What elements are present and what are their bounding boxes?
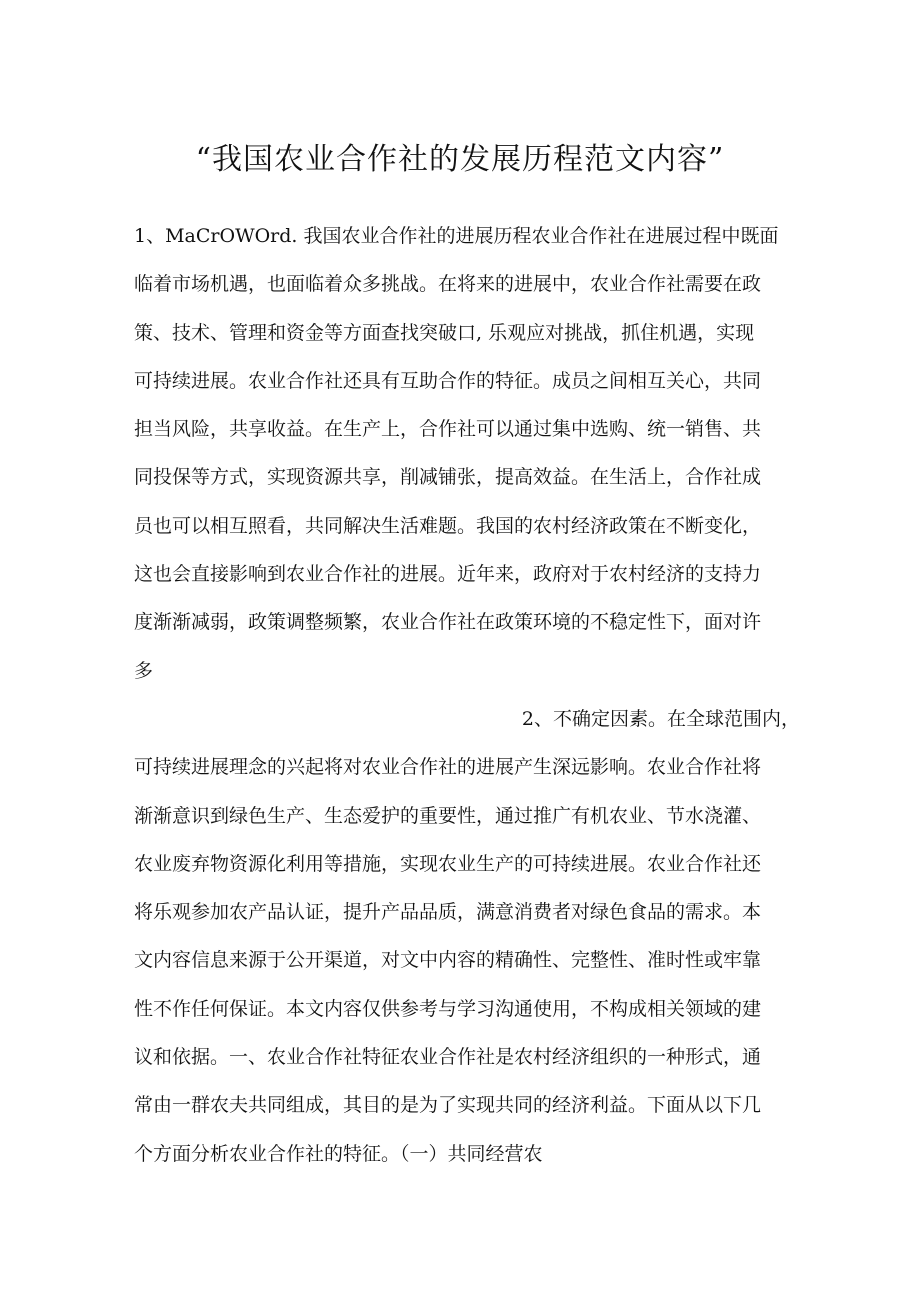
paragraph-line: 担当风险，共享收益。在生产上，合作社可以通过集中选购、统一销售、共 <box>134 418 762 441</box>
paragraph-line: 员也可以相互照看，共同解决生活难题。我国的农村经济政策在不断变化， <box>134 514 762 537</box>
paragraph-line: 渐渐意识到绿色生产、生态爱护的重要性，通过推广有机农业、节水浇灌、 <box>134 804 762 827</box>
paragraph-line: 多 <box>134 659 154 682</box>
paragraph-line: 议和依据。一、农业合作社特征农业合作社是农村经济组织的一种形式，通 <box>134 1046 762 1069</box>
paragraph-line: 农业废弃物资源化利用等措施，实现农业生产的可持续进展。农业合作社还 <box>134 852 762 875</box>
paragraph-line: 临着市场机遇，也面临着众多挑战。在将来的进展中，农业合作社需要在政 <box>134 273 762 296</box>
paragraph-line: 文内容信息来源于公开渠道，对文中内容的精确性、完整性、准时性或牢靠 <box>134 949 762 972</box>
paragraph-line: 个方面分析农业合作社的特征。（一）共同经营农 <box>134 1142 543 1165</box>
paragraph-line: 性不作任何保证。本文内容仅供参考与学习沟通使用，不构成相关领域的建 <box>134 997 762 1020</box>
paragraph-line: 这也会直接影响到农业合作社的进展。近年来，政府对于农村经济的支持力 <box>134 563 762 586</box>
paragraph-line: 将乐观参加农产品认证，提升产品品质，满意消费者对绿色食品的需求。本 <box>134 901 762 924</box>
paragraph-line: 同投保等方式，实现资源共享，削减铺张，提高效益。在生活上，合作社成 <box>134 466 762 489</box>
paragraph-line: 可持续进展理念的兴起将对农业合作社的进展产生深远影响。农业合作社将 <box>134 756 762 779</box>
paragraph-line: 1、MaCrOWOrd. 我国农业合作社的进展历程农业合作社在进展过程中既面 <box>134 225 779 247</box>
paragraph-line: 常由一群农夫共同组成，其目的是为了实现共同的经济利益。下面从以下几 <box>134 1094 762 1117</box>
paragraph-line: 策、技术、管理和资金等方面查找突破口, 乐观应对挑战，抓住机遇，实现 <box>134 321 755 344</box>
paragraph-line: 度渐渐减弱，政策调整频繁，农业合作社在政策环境的不稳定性下，面对许 <box>134 611 762 634</box>
document-title: “我国农业合作社的发展历程范文内容” <box>195 142 725 177</box>
paragraph-line: 可持续进展。农业合作社还具有互助合作的特征。成员之间相互关心，共同 <box>134 369 762 392</box>
document-body <box>134 212 800 1178</box>
paragraph-line-right-aligned: 2、不确定因素。在全球范围内， <box>521 707 800 730</box>
